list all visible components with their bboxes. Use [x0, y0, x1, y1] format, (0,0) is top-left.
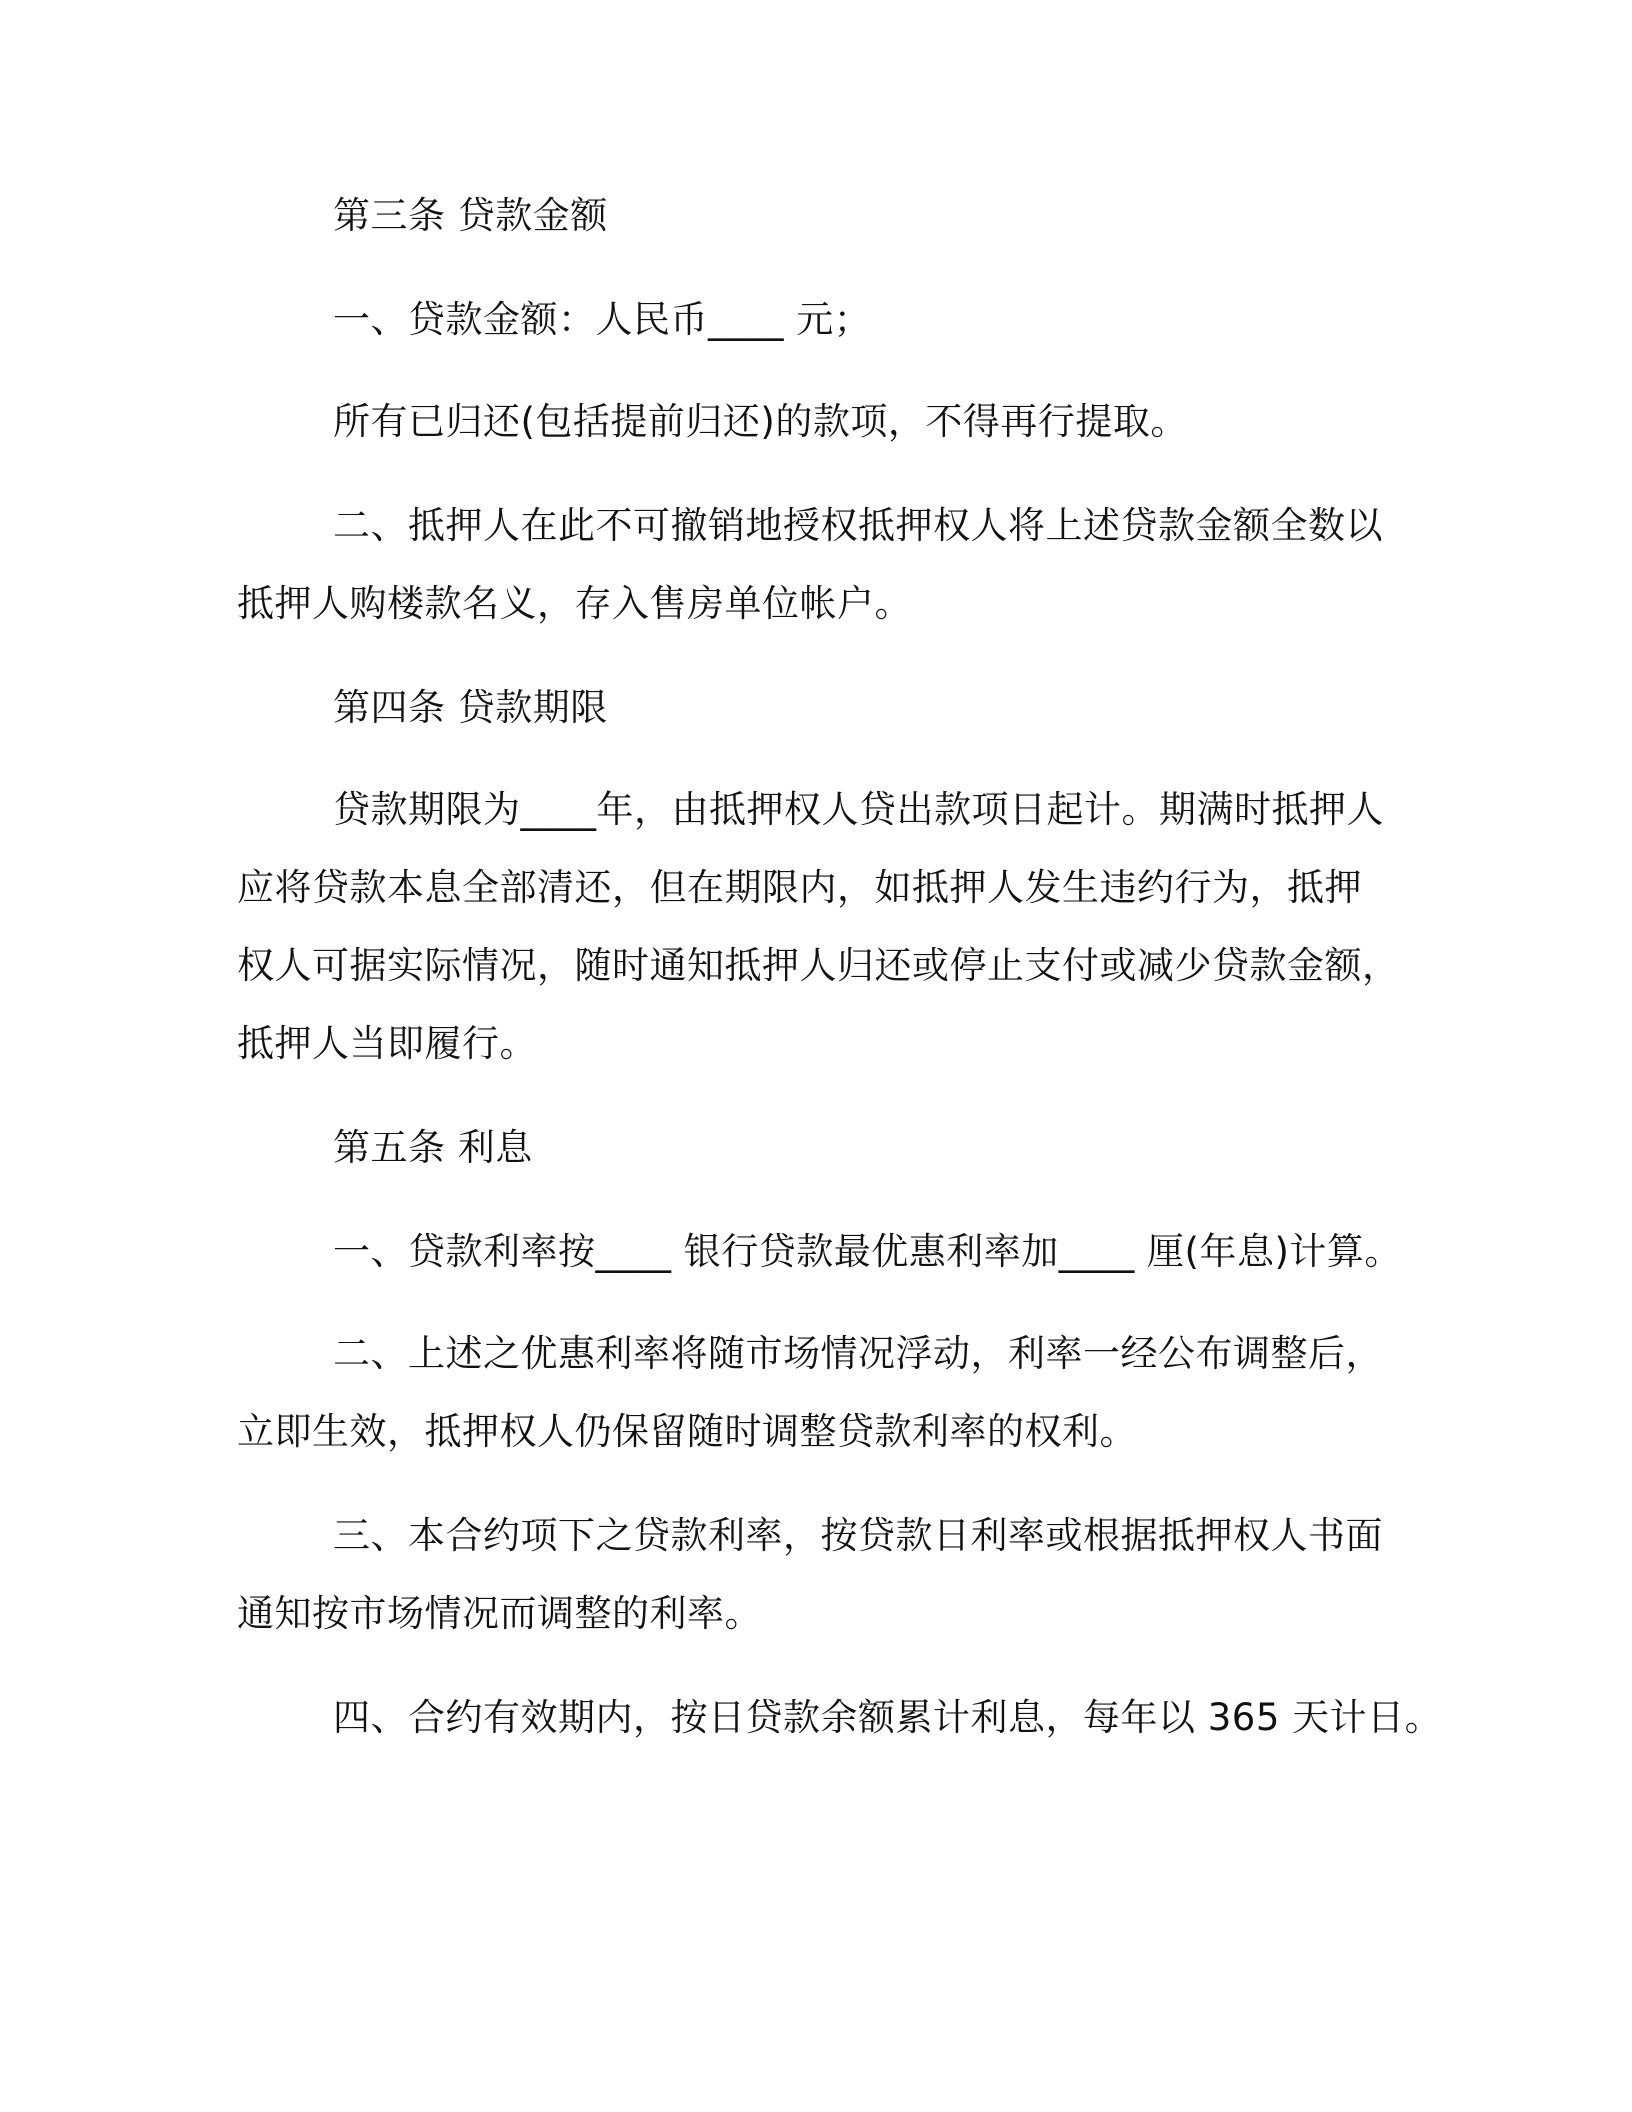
article-4-body-line-2: 应将贷款本息全部清还，但在期限内，如抵押人发生违约行为，抵押	[237, 866, 1362, 909]
article-3-clause-2-line-1: 二、抵押人在此不可撤销地授权抵押权人将上述贷款金额全数以	[333, 504, 1383, 547]
article-3-note: 所有已归还(包括提前归还)的款项，不得再行提取。	[333, 400, 1188, 443]
article-4-body-line-3: 权人可据实际情况，随时通知抵押人归还或停止支付或减少贷款金额，	[237, 944, 1400, 987]
article-3-clause-2-line-2: 抵押人购楼款名义，存入售房单位帐户。	[237, 582, 912, 625]
article-5-clause-3-line-2: 通知按市场情况而调整的利率。	[237, 1592, 762, 1635]
article-5-clause-2-line-2: 立即生效，抵押权人仍保留随时调整贷款利率的权利。	[237, 1410, 1137, 1453]
article-5-heading: 第五条 利息	[333, 1126, 533, 1169]
article-5-clause-4: 四、合约有效期内，按日贷款余额累计利息，每年以 365 天计日。	[333, 1696, 1443, 1739]
article-4-heading: 第四条 贷款期限	[333, 686, 608, 729]
article-5-clause-2-line-1: 二、上述之优惠利率将随市场情况浮动，利率一经公布调整后，	[333, 1332, 1383, 1375]
article-4-body-line-1: 贷款期限为____年，由抵押权人贷出款项日起计。期满时抵押人	[333, 788, 1384, 831]
article-5-clause-1: 一、贷款利率按____ 银行贷款最优惠利率加____ 厘(年息)计算。	[333, 1230, 1402, 1273]
article-3-clause-1: 一、贷款金额：人民币____ 元；	[333, 298, 872, 341]
article-3-heading: 第三条 贷款金额	[333, 194, 608, 237]
article-5-clause-3-line-1: 三、本合约项下之贷款利率，按贷款日利率或根据抵押权人书面	[333, 1514, 1383, 1557]
article-4-body-line-4: 抵押人当即履行。	[237, 1022, 537, 1065]
